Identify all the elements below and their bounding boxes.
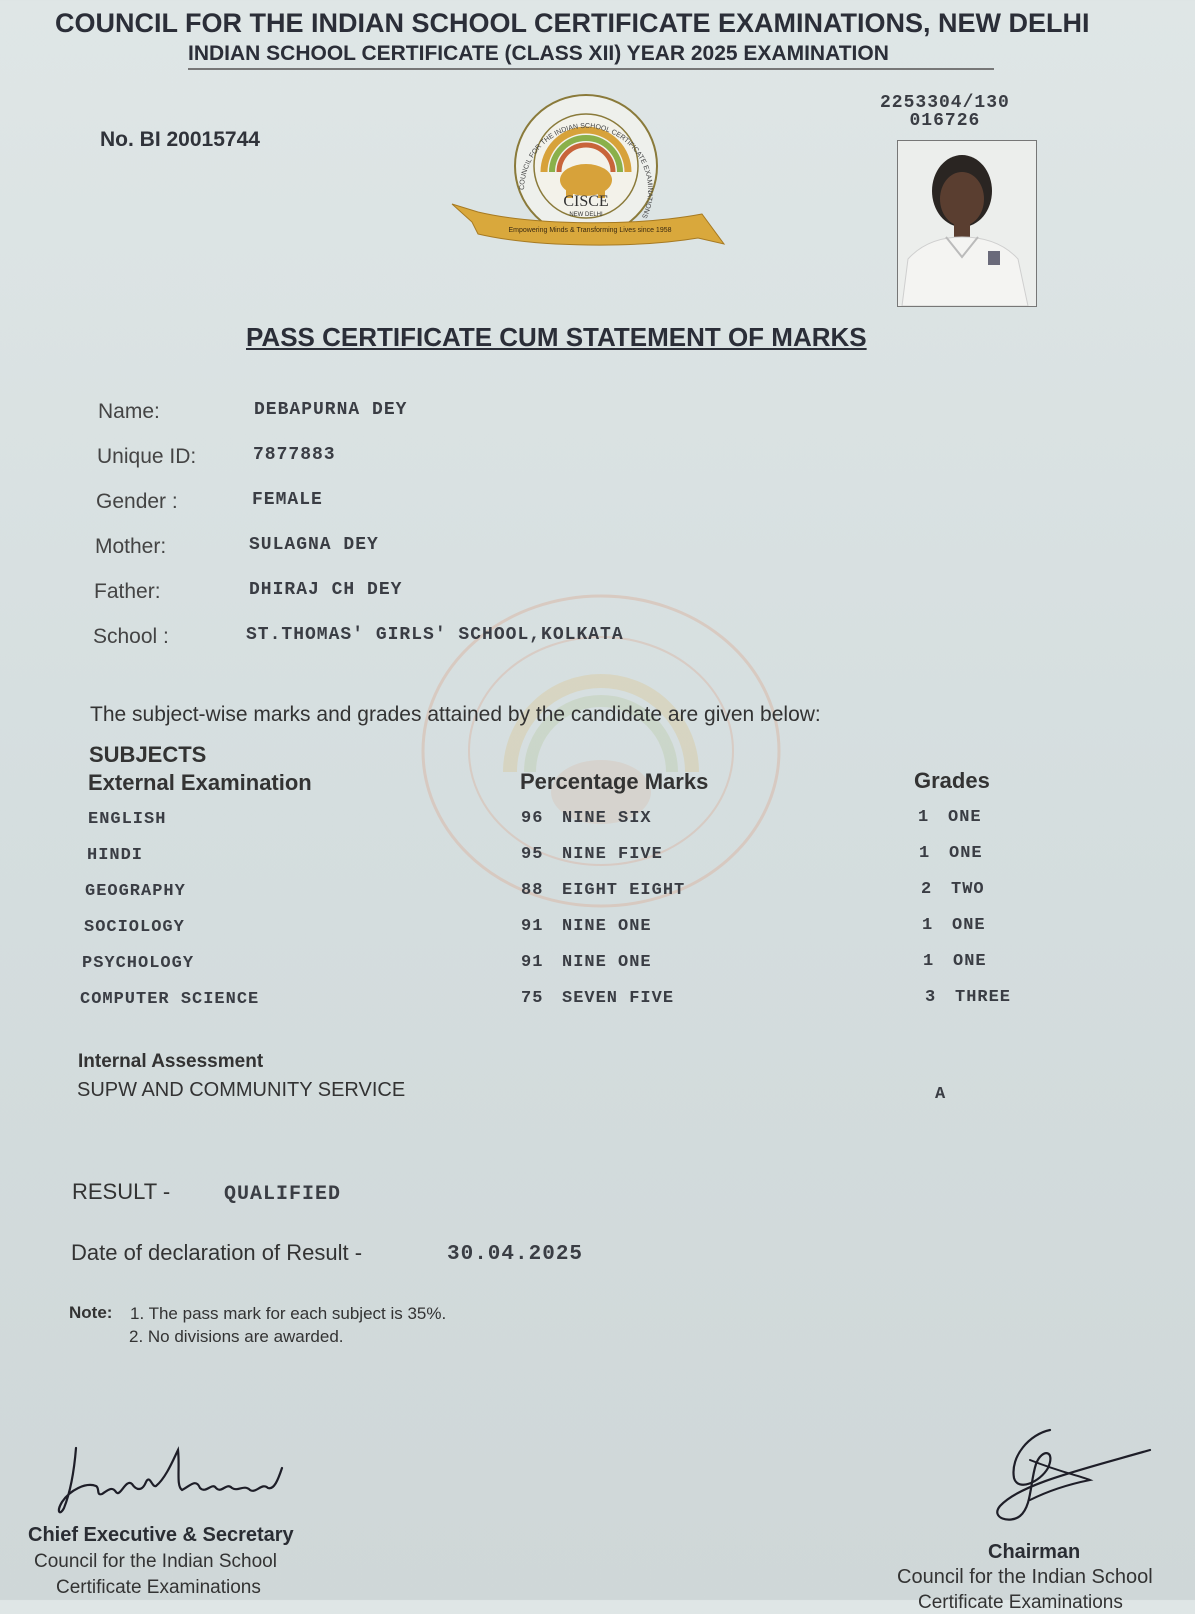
subject-marks-words: NINE SIX bbox=[562, 809, 652, 828]
subject-name: HINDI bbox=[87, 846, 144, 865]
internal-subject: SUPW AND COMMUNITY SERVICE bbox=[77, 1079, 406, 1101]
unique-id-label: Unique ID: bbox=[97, 445, 197, 468]
logo-city: NEW DELHI bbox=[569, 212, 603, 218]
subject-marks-words: NINE ONE bbox=[562, 917, 652, 936]
subject-marks: 88 bbox=[521, 881, 544, 900]
reference-line-2: 016726 bbox=[909, 111, 981, 131]
note-item-2: 2. No divisions are awarded. bbox=[129, 1327, 344, 1346]
mother-label: Mother: bbox=[95, 535, 167, 558]
cisce-logo bbox=[448, 94, 732, 262]
school-label: School : bbox=[93, 625, 169, 648]
percentage-marks-heading: Percentage Marks bbox=[520, 769, 709, 794]
subject-marks: 75 bbox=[521, 989, 544, 1008]
subject-grade: 1 bbox=[922, 916, 934, 935]
subject-marks-words: NINE ONE bbox=[562, 953, 652, 972]
subject-grade-words: ONE bbox=[952, 916, 986, 935]
name-value: DEBAPURNA DEY bbox=[254, 400, 408, 420]
grades-heading: Grades bbox=[914, 768, 990, 793]
subject-grade-words: THREE bbox=[955, 988, 1012, 1007]
reference-number bbox=[880, 94, 1010, 130]
portrait-image bbox=[898, 141, 1036, 306]
note-label: Note: bbox=[69, 1303, 113, 1322]
chairman-signature bbox=[970, 1420, 1160, 1540]
subject-marks-words: EIGHT EIGHT bbox=[562, 881, 686, 900]
header-rule bbox=[188, 68, 994, 70]
subject-marks: 96 bbox=[521, 809, 544, 828]
secretary-signature bbox=[56, 1438, 296, 1518]
subject-grade-words: ONE bbox=[948, 808, 982, 827]
secretary-org-line-1: Council for the Indian School bbox=[34, 1551, 277, 1572]
chairman-title: Chairman bbox=[988, 1541, 1081, 1563]
logo-ribbon-text: Empowering Minds & Transforming Lives since 1958 bbox=[508, 227, 672, 234]
secretary-org-line-2: Certificate Examinations bbox=[56, 1577, 261, 1598]
subject-grade-words: TWO bbox=[951, 880, 985, 899]
subject-grade: 3 bbox=[925, 988, 937, 1007]
subject-grade: 1 bbox=[919, 844, 931, 863]
subject-name: GEOGRAPHY bbox=[85, 882, 186, 901]
subject-marks: 91 bbox=[521, 953, 544, 972]
candidate-photo bbox=[897, 140, 1037, 307]
mother-value: SULAGNA DEY bbox=[249, 535, 379, 555]
subject-name: COMPUTER SCIENCE bbox=[80, 990, 260, 1009]
gender-value: FEMALE bbox=[252, 490, 323, 510]
exam-heading: INDIAN SCHOOL CERTIFICATE (CLASS XII) YEAR 2025 EXAMINATION bbox=[188, 42, 889, 65]
reference-line-1: 2253304/130 bbox=[880, 93, 1010, 113]
father-value: DHIRAJ CH DEY bbox=[249, 580, 403, 600]
subject-marks-words: SEVEN FIVE bbox=[562, 989, 675, 1008]
declaration-label: Date of declaration of Result - bbox=[71, 1240, 363, 1265]
subject-marks: 91 bbox=[521, 917, 544, 936]
secretary-title: Chief Executive & Secretary bbox=[28, 1524, 294, 1546]
unique-id-value: 7877883 bbox=[253, 445, 336, 465]
chairman-org-line-1: Council for the Indian School bbox=[897, 1566, 1153, 1588]
internal-assessment-heading: Internal Assessment bbox=[78, 1051, 264, 1072]
logo-ring-text: COUNCIL FOR THE INDIAN SCHOOL CERTIFICATE EXAMINATIONS bbox=[518, 122, 654, 220]
school-value: ST.THOMAS' GIRLS' SCHOOL,KOLKATA bbox=[246, 625, 624, 645]
father-label: Father: bbox=[94, 580, 161, 603]
subject-grade: 2 bbox=[921, 880, 933, 899]
subject-marks: 95 bbox=[521, 845, 544, 864]
name-label: Name: bbox=[98, 400, 160, 423]
certificate-title: PASS CERTIFICATE CUM STATEMENT OF MARKS bbox=[246, 322, 867, 352]
council-heading: COUNCIL FOR THE INDIAN SCHOOL CERTIFICATE EXAMINATIONS, NEW DELHI bbox=[55, 8, 1090, 38]
chairman-org-line-2: Certificate Examinations bbox=[918, 1592, 1123, 1613]
subject-name: ENGLISH bbox=[88, 810, 167, 829]
note-item-1: 1. The pass mark for each subject is 35%. bbox=[130, 1304, 447, 1323]
external-exam-heading: External Examination bbox=[88, 770, 312, 795]
gender-label: Gender : bbox=[96, 490, 178, 513]
subject-name: SOCIOLOGY bbox=[84, 918, 185, 937]
result-value: QUALIFIED bbox=[224, 1183, 342, 1206]
logo-text: CISCE bbox=[563, 193, 609, 210]
marks-intro-text: The subject-wise marks and grades attained by the candidate are given below: bbox=[90, 703, 821, 726]
certificate-number: No. BI 20015744 bbox=[100, 128, 260, 151]
subject-grade: 1 bbox=[923, 952, 935, 971]
subject-grade: 1 bbox=[918, 808, 930, 827]
subject-grade-words: ONE bbox=[949, 844, 983, 863]
subjects-heading: SUBJECTS bbox=[89, 742, 207, 767]
declaration-date: 30.04.2025 bbox=[447, 1243, 584, 1266]
subject-name: PSYCHOLOGY bbox=[82, 954, 195, 973]
subject-grade-words: ONE bbox=[953, 952, 987, 971]
subject-marks-words: NINE FIVE bbox=[562, 845, 663, 864]
result-label: RESULT - bbox=[72, 1179, 171, 1204]
internal-grade: A bbox=[935, 1085, 947, 1104]
